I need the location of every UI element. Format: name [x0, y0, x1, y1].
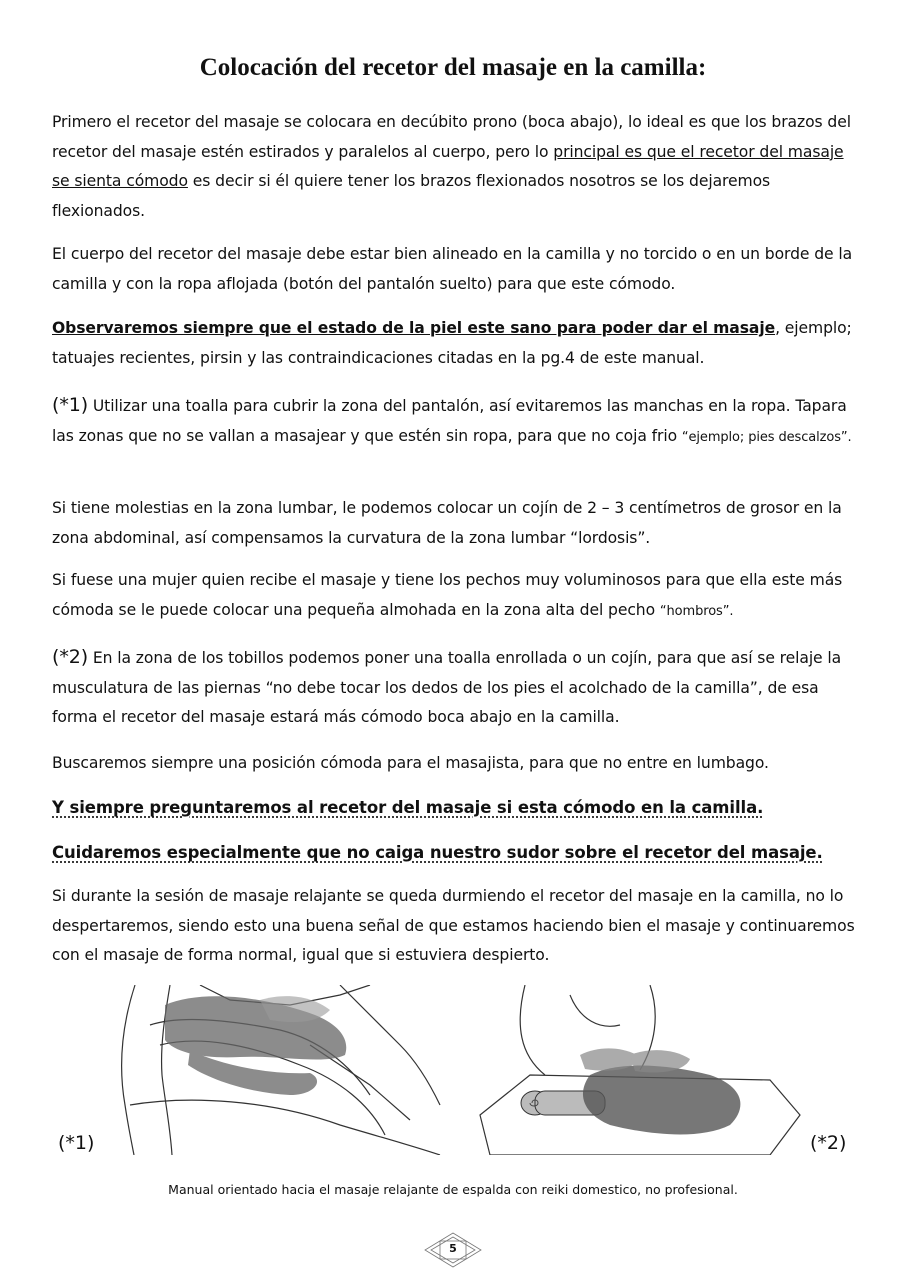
paragraph-position-text-a: Primero el recetor del masaje se colocara en decúbito prono (boca abajo), lo ideal es que los brazos del recetor del masaje estén estirados y paralelos al cuerpo, pero lo [52, 113, 851, 161]
paragraph-masseur-posture: Buscaremos siempre una posición cómoda para el masajista, para que no entre en lumbago. [52, 754, 769, 772]
paragraph-skin-check [52, 314, 862, 373]
page-number: 5 [449, 1242, 457, 1255]
paragraph-ankles [52, 643, 862, 733]
paragraph-ankles-text: En la zona de los tobillos podemos poner una toalla enrollada o un cojín, para que así se relaje la musculatura de las piernas “no debe tocar los dedos de los pies el acolchado de la camilla”, de esa forma el recetor del masaje estará más cómodo boca abajo en la camilla. [52, 649, 842, 726]
paragraph-chest [52, 566, 862, 626]
paragraph-position-text-b: es decir si él quiere tener los brazos flexionados nosotros se los dejaremos flexionados. [52, 172, 771, 220]
paragraph-skin-check-rest: , ejemplo; tatuajes recientes, pirsin y las contraindicaciones citadas en la pg.4 de este manual. [52, 319, 852, 367]
illustration-label-2: (*2) [810, 1132, 847, 1154]
page-footer: Manual orientado hacia el masaje relajante de espalda con reiki domestico, no profesional. [168, 1182, 738, 1197]
ankle-roll-illustration [470, 985, 805, 1155]
paragraph-chest-small: “hombros”. [659, 603, 734, 619]
paragraph-alignment: El cuerpo del recetor del masaje debe estar bien alineado en la camilla y no torcido o en un borde de la camilla y con la ropa aflojada (botón del pantalón suelto) para que este cómodo. [52, 245, 853, 293]
paragraph-towel [52, 391, 862, 452]
paragraph-skin-check-bold: Observaremos siempre que el estado de la piel este sano para poder dar el masaje [52, 319, 776, 337]
paragraph-chest-text: Si fuese una mujer quien recibe el masaje y tiene los pechos muy voluminosos para que ella este más cómoda se le puede colocar una pequeña almohada en la zona alta del pecho [52, 571, 843, 619]
paragraph-sleep: Si durante la sesión de masaje relajante se queda durmiendo el recetor del masaje en la camilla, no lo despertaremos, siendo esto una buena señal de que estamos haciendo bien el masaje y continuaremos con el masaje de forma normal, igual que si estuviera despierto. [52, 887, 855, 964]
page-title: Colocación del recetor del masaje en la camilla: [199, 54, 707, 81]
paragraph-towel-example: “ejemplo; pies descalzos”. [681, 429, 852, 445]
reference-mark-1: (*1) [52, 394, 89, 416]
reference-mark-2: (*2) [52, 646, 89, 668]
paragraph-sweat: Cuidaremos especialmente que no caiga nuestro sudor sobre el recetor del masaje. [52, 843, 823, 862]
towel-covering-illustration [110, 985, 445, 1155]
paragraph-position-underlined: principal es que el recetor del masaje se sienta cómodo [52, 142, 844, 190]
illustration-label-1: (*1) [58, 1132, 95, 1154]
page-number-badge [423, 1232, 483, 1268]
paragraph-lumbar: Si tiene molestias en la zona lumbar, le podemos colocar un cojín de 2 – 3 centímetros de grosor en la zona abdominal, así compensamos la curvatura de la zona lumbar “lordosis”. [52, 499, 842, 547]
paragraph-ask-comfort: Y siempre preguntaremos al recetor del masaje si esta cómodo en la camilla. [52, 798, 764, 817]
paragraph-towel-text: Utilizar una toalla para cubrir la zona del pantalón, así evitaremos las manchas en la ropa. Tapara las zonas que no se vallan a masajear y que estén sin ropa, para que no coja frio [52, 397, 847, 445]
paragraph-position [52, 108, 862, 226]
